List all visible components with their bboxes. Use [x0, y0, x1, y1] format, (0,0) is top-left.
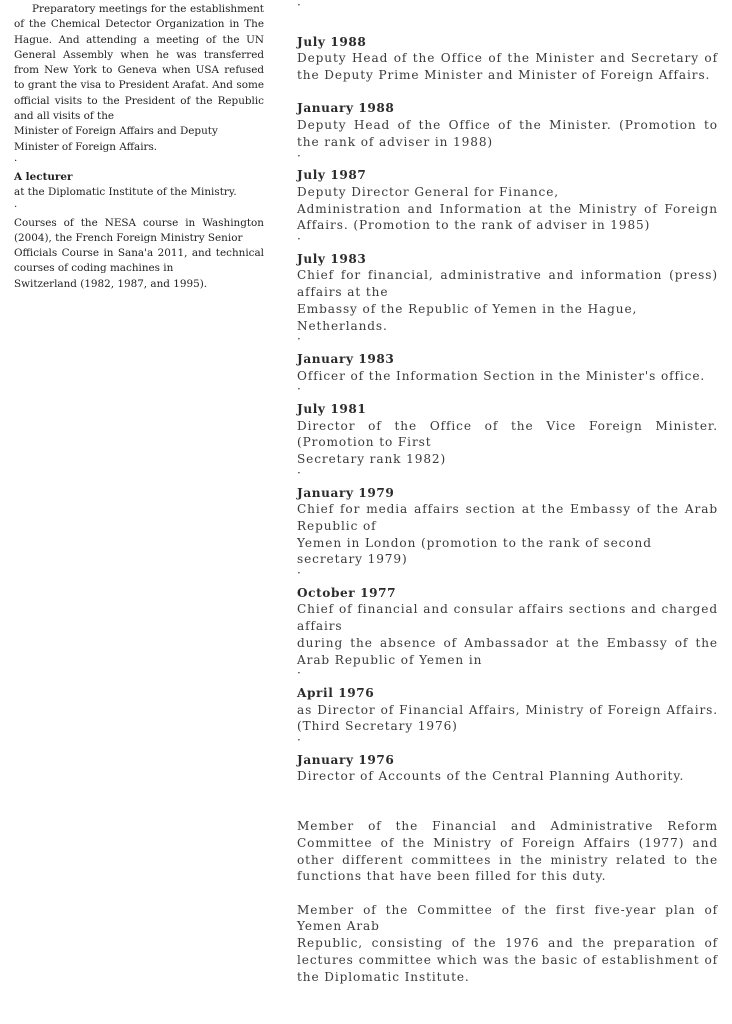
separator-dot: ·	[297, 148, 302, 163]
career-entry	[297, 685, 718, 735]
entry-text: Yemen in London (promotion to the rank of second secretary 1979)	[297, 535, 652, 567]
entry-date: January 1976	[297, 752, 395, 767]
top-dot: ·	[297, 0, 302, 12]
career-entry	[297, 251, 718, 335]
entry-text: Deputy Head of the Office of the Minister. (Promotion to the rank of adviser in 1988)	[297, 118, 718, 149]
career-entry	[297, 401, 718, 468]
entry-text: as Director of Financial Affairs, Ministry of Foreign Affairs. (Third Secretary 1976)	[297, 702, 718, 734]
career-entry	[297, 351, 718, 384]
entry-text: Chief of financial and consular affairs sections and charged affairs	[297, 602, 718, 634]
entry-text: Officer of the Information Section in the Minister's office.	[297, 368, 706, 383]
career-entry	[297, 585, 718, 669]
left-column	[14, 2, 264, 292]
courses-line-3: Switzerland (1982, 1987, and 1995).	[14, 277, 208, 290]
career-entry	[297, 167, 718, 234]
entry-text: Netherlands.	[297, 318, 388, 333]
entry-text: Deputy Director General for Finance,	[297, 184, 560, 199]
entry-date: July 1983	[297, 251, 367, 266]
entry-text: Director of the Office of the Vice Foreign Minister. (Promotion to First	[297, 418, 718, 450]
entry-text: Chief for media affairs section at the Embassy of the Arab Republic of	[297, 502, 718, 533]
bullet-dot: ·	[14, 154, 18, 167]
entry-text: Embassy of the Republic of Yemen in the Hague,	[297, 301, 638, 316]
separator-dot: ·	[297, 232, 302, 247]
entry-text: during the absence of Ambassador at the Embassy of the Arab Republic of Yemen in	[297, 635, 718, 667]
separator-dot: ·	[297, 465, 302, 480]
entry-date: July 1988	[297, 34, 367, 49]
member-paragraph-1: Member of the Financial and Administrative Reform Committee of the Ministry of Foreign Affairs (1977) and other different committees in the ministry related to the functions that have been filled for this duty.	[297, 819, 718, 884]
entry-text: Director of Accounts of the Central Planning Authority.	[297, 769, 685, 784]
courses-line-1: Courses of the NESA course in Washington (2004), the French Foreign Ministry Senior	[14, 216, 264, 244]
member-paragraph-2a: Member of the Committee of the first five-year plan of Yemen Arab	[297, 902, 718, 934]
entry-date: January 1988	[297, 101, 395, 116]
separator-dot: ·	[297, 566, 302, 581]
courses-line-2: Officials Course in Sana'a 2011, and technical courses of coding machines in	[14, 247, 264, 275]
intro-continuation-2: Minister of Foreign Affairs.	[14, 140, 158, 153]
entry-text: Deputy Head of the Office of the Minister and Secretary of the Deputy Prime Minister and Minister of Foreign Affairs.	[297, 51, 718, 83]
entry-date: April 1976	[297, 685, 375, 700]
right-column	[297, 0, 718, 985]
separator-dot: ·	[297, 733, 302, 748]
entry-text: Chief for financial, administrative and information (press) affairs at the	[297, 268, 718, 300]
intro-paragraph: Preparatory meetings for the establishment of the Chemical Detector Organization in The Hague. And attending a meeting of the UN General Assembly when he was transferred from New York to Geneva when USA refused to grant the visa to President Arafat. And some official visits to the President of the Republic and all visits of the	[14, 3, 264, 123]
entry-date: January 1979	[297, 485, 395, 500]
intro-continuation-1: Minister of Foreign Affairs and Deputy	[14, 125, 218, 138]
lecturer-text: at the Diplomatic Institute of the Ministry.	[14, 186, 237, 199]
member-paragraph-2b: Republic, consisting of the 1976 and the preparation of lectures committee which was the basic of establishment of the Diplomatic Institute.	[297, 936, 718, 984]
lecturer-title: A lecturer	[14, 170, 73, 183]
separator-dot: ·	[297, 332, 302, 347]
entry-text: Secretary rank 1982)	[297, 452, 447, 467]
bullet-dot: ·	[14, 200, 18, 213]
career-entry	[297, 100, 718, 150]
entry-date: July 1987	[297, 168, 367, 183]
entry-date: July 1981	[297, 402, 367, 417]
separator-dot: ·	[297, 382, 302, 397]
entry-text: Administration and Information at the Ministry of Foreign Affairs. (Promotion to the rank of adviser in 1985)	[297, 201, 718, 233]
entry-date: January 1983	[297, 351, 395, 366]
separator-dot: ·	[297, 666, 302, 681]
career-entry	[297, 34, 718, 84]
career-entry	[297, 752, 718, 785]
entry-date: October 1977	[297, 585, 397, 600]
career-entry	[297, 485, 718, 569]
